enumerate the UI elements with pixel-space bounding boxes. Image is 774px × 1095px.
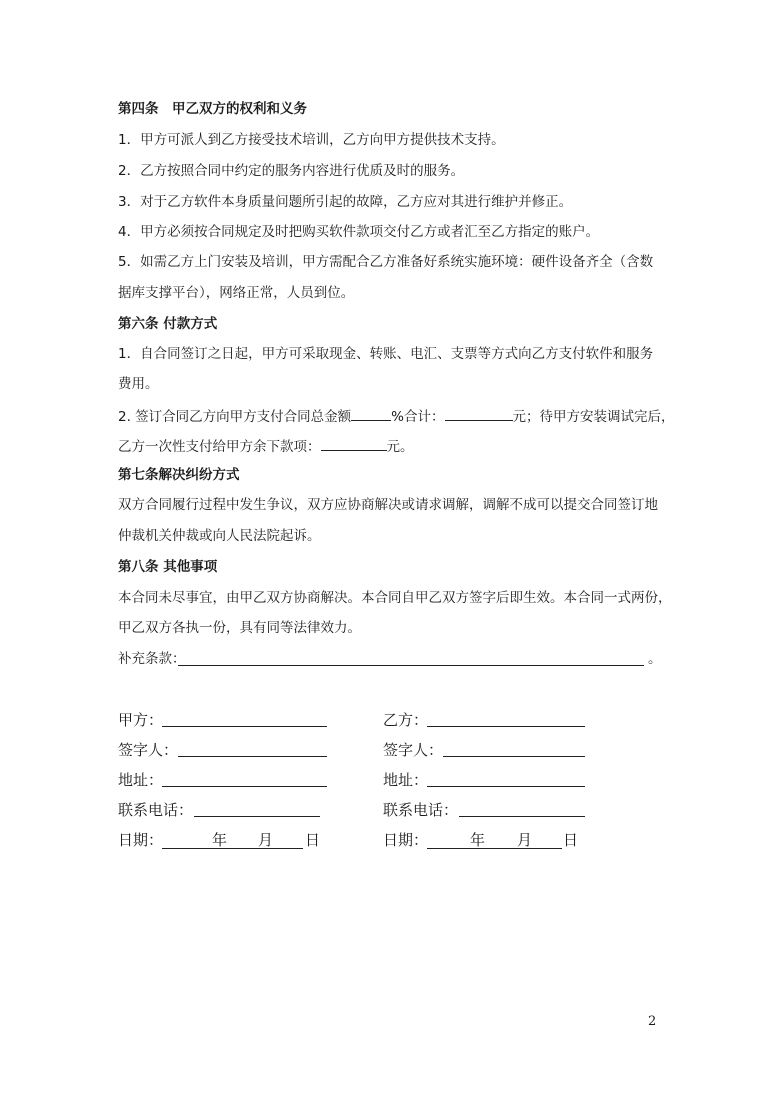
party-b-month: 月 bbox=[517, 831, 533, 849]
party-a-date-blank bbox=[162, 847, 303, 849]
article-6-item-2b: 乙方一次性支付给甲方余下款项： 元。 bbox=[118, 436, 414, 456]
party-b-year: 年 bbox=[470, 831, 486, 849]
party-a-day: 日 bbox=[305, 831, 321, 849]
party-a-phone-blank bbox=[194, 815, 320, 817]
party-a-signer-label: 签字人： bbox=[118, 741, 179, 759]
party-a-address-blank bbox=[162, 785, 327, 787]
article-7-line-2: 仲裁机关仲裁或向人民法院起诉。 bbox=[118, 528, 321, 544]
party-b-signer-blank bbox=[443, 755, 585, 757]
party-b-date-label: 日期： bbox=[383, 831, 429, 849]
supplement-label: 补充条款： bbox=[118, 651, 186, 667]
article-6-item-1a: 1．自合同签订之日起，甲方可采取现金、转账、电汇、支票等方式向乙方支付软件和服务 bbox=[118, 346, 654, 362]
party-a-address-label: 地址： bbox=[118, 771, 164, 789]
total-amount-blank bbox=[445, 406, 513, 421]
remaining-amount-blank bbox=[321, 436, 387, 451]
party-a-month: 月 bbox=[258, 831, 274, 849]
article-8-title: 第八条 其他事项 bbox=[118, 559, 218, 575]
party-b-signer-label: 签字人： bbox=[383, 741, 444, 759]
article-7-title: 第七条解决纠纷方式 bbox=[118, 467, 240, 483]
article-4-item-3: 3．对于乙方软件本身质量问题所引起的故障，乙方应对其进行维护并修正。 bbox=[118, 194, 573, 210]
article-4-item-5a: 5．如需乙方上门安装及培训，甲方需配合乙方准备好系统实施环境：硬件设备齐全（含数 bbox=[118, 254, 654, 270]
supplement-end: 。 bbox=[648, 651, 662, 667]
party-b-day: 日 bbox=[563, 831, 579, 849]
article-6-title: 第六条 付款方式 bbox=[118, 316, 218, 332]
article-8-line-1: 本合同未尽事宜，由甲乙双方协商解决。本合同自甲乙双方签字后即生效。本合同一式两份， bbox=[118, 590, 672, 606]
party-a-label: 甲方： bbox=[118, 711, 164, 729]
percent-blank bbox=[351, 406, 391, 421]
party-a-signer-blank bbox=[178, 755, 327, 757]
article-4-item-4: 4．甲方必须按合同规定及时把购买软件款项交付乙方或者汇至乙方指定的账户。 bbox=[118, 224, 600, 240]
article-7-line-1: 双方合同履行过程中发生争议，双方应协商解决或请求调解，调解不成可以提交合同签订地 bbox=[118, 497, 658, 513]
supplement-blank bbox=[178, 664, 644, 666]
party-b-phone-blank bbox=[459, 815, 585, 817]
article-4-item-5b: 据库支撑平台），网络正常，人员到位。 bbox=[118, 285, 355, 301]
party-b-date-blank bbox=[427, 847, 562, 849]
party-b-phone-label: 联系电话： bbox=[383, 801, 459, 819]
party-b-blank bbox=[427, 725, 585, 727]
page-number: 2 bbox=[648, 1014, 657, 1029]
article-6-item-1b: 费用。 bbox=[118, 376, 159, 392]
party-a-year: 年 bbox=[212, 831, 228, 849]
party-a-blank bbox=[162, 725, 327, 727]
party-a-phone-label: 联系电话： bbox=[118, 801, 194, 819]
article-4-item-1: 1．甲方可派人到乙方接受技术培训，乙方向甲方提供技术支持。 bbox=[118, 132, 505, 148]
article-4-title: 第四条 甲乙双方的权利和义务 bbox=[118, 101, 307, 117]
article-6-item-2a: 2. 签订合同乙方向甲方支付合同总金额 %合计： 元；待甲方安装调试完后， bbox=[118, 406, 675, 426]
party-a-date-label: 日期： bbox=[118, 831, 164, 849]
article-4-item-2: 2．乙方按照合同中约定的服务内容进行优质及时的服务。 bbox=[118, 163, 465, 179]
party-b-address-label: 地址： bbox=[383, 771, 429, 789]
party-b-address-blank bbox=[427, 785, 585, 787]
article-8-line-2: 甲乙双方各执一份，具有同等法律效力。 bbox=[118, 620, 361, 636]
party-b-label: 乙方： bbox=[383, 711, 429, 729]
